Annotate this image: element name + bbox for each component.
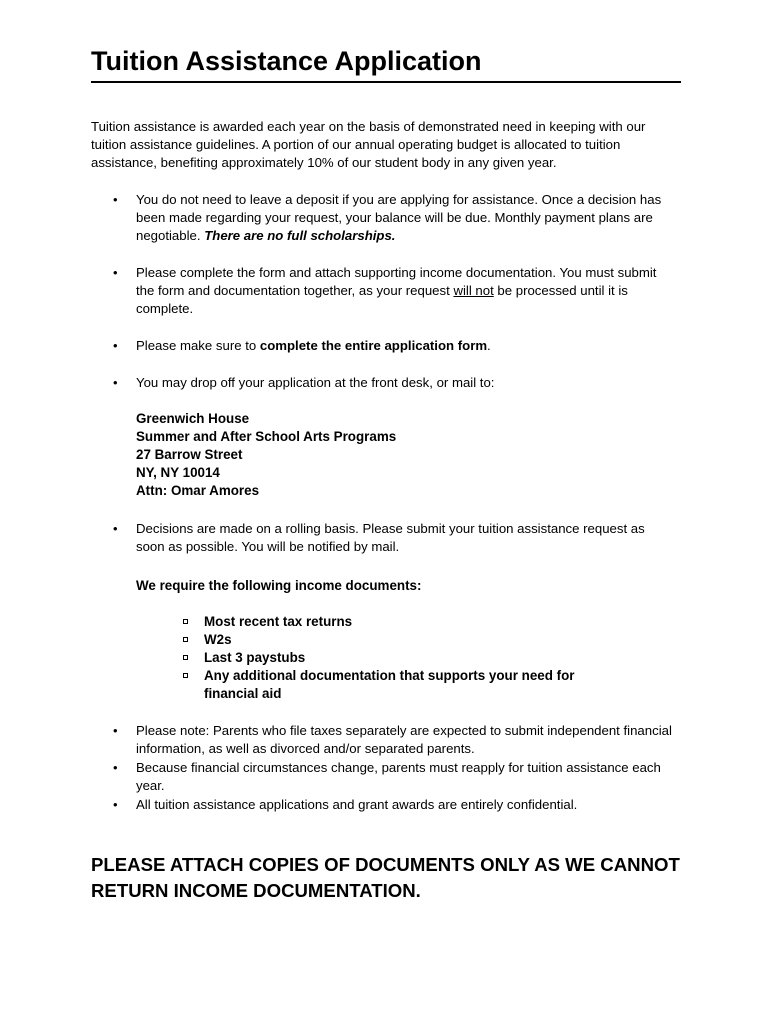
list-item: W2s — [181, 631, 621, 649]
bullet-glyph: • — [113, 797, 118, 812]
complete-form-text-b: be processed until it is complete. — [136, 283, 628, 316]
bullet-glyph: • — [113, 521, 118, 536]
address-line: NY, NY 10014 — [136, 465, 220, 480]
checkbox-square-icon — [183, 637, 188, 642]
complete-form-text-a: Please complete the form and attach supporting income documentation. You must submit the form and documentation together, as your request — [136, 265, 657, 298]
attach-copies-warning: PLEASE ATTACH COPIES OF DOCUMENTS ONLY AS WE CANNOT RETURN INCOME DOCUMENTATION. — [91, 854, 680, 901]
checkbox-square-icon — [183, 619, 188, 624]
decisions-text: Decisions are made on a rolling basis. Please submit your tuition assistance request as soon as possible. You will be notified by mail. — [136, 521, 645, 554]
list-item: Last 3 paystubs — [181, 649, 621, 667]
address-line: 27 Barrow Street — [136, 447, 243, 462]
bullet-glyph: • — [113, 375, 118, 390]
bullet-drop-off — [113, 374, 673, 392]
confidential-text: All tuition assistance applications and grant awards are entirely confidential. — [136, 797, 578, 812]
list-item: Most recent tax returns — [181, 613, 621, 631]
no-scholarships-emphasis: There are no full scholarships. — [204, 228, 396, 243]
bullet-glyph: • — [113, 265, 118, 280]
bullet-decisions — [113, 520, 673, 556]
address-line: Summer and After School Arts Programs — [136, 429, 397, 444]
required-documents-heading: We require the following income documents: — [136, 578, 422, 593]
intro-paragraph: Tuition assistance is awarded each year on the basis of demonstrated need in keeping with our tuition assistance guidelines. A portion of our annual operating budget is allocated to tuition assistance, benefiting approximately 10% of our student body in any given year. — [91, 119, 646, 170]
will-not-underline: will not — [453, 283, 494, 298]
required-documents-list — [181, 613, 621, 703]
list-item: Any additional documentation that supports your need for financial aid — [181, 667, 604, 703]
bullet-glyph: • — [113, 192, 118, 207]
checkbox-square-icon — [183, 673, 188, 678]
entire-form-text-a: Please make sure to — [136, 338, 260, 353]
bullet-complete-form — [113, 264, 673, 318]
deposit-text: You do not need to leave a deposit if you are applying for assistance. Once a decision has been made regarding your request, your balance will be due. Monthly payment plans are negotiable. — [136, 192, 662, 243]
entire-form-text-b: . — [487, 338, 491, 353]
address-line: Attn: Omar Amores — [136, 483, 260, 498]
bullet-entire-form — [113, 337, 673, 355]
address-line: Greenwich House — [136, 411, 250, 426]
parents-separate-text: Please note: Parents who file taxes separately are expected to submit independent financial information, as well as divorced and/or separated parents. — [136, 723, 672, 756]
bullet-parents-separate — [113, 722, 673, 758]
bullet-glyph: • — [113, 338, 118, 353]
bullet-confidential — [113, 796, 673, 814]
bullet-glyph: • — [113, 723, 118, 738]
entire-form-bold: complete the entire application form — [259, 338, 488, 353]
bullet-glyph: • — [113, 760, 118, 775]
bullet-deposit — [113, 191, 673, 245]
bullet-reapply — [113, 759, 673, 795]
checkbox-square-icon — [183, 655, 188, 660]
drop-off-text: You may drop off your application at the front desk, or mail to: — [136, 375, 495, 390]
page-title: Tuition Assistance Application — [91, 44, 681, 83]
reapply-text: Because financial circumstances change, parents must reapply for tuition assistance each year. — [136, 760, 661, 793]
mailing-address — [136, 410, 396, 500]
